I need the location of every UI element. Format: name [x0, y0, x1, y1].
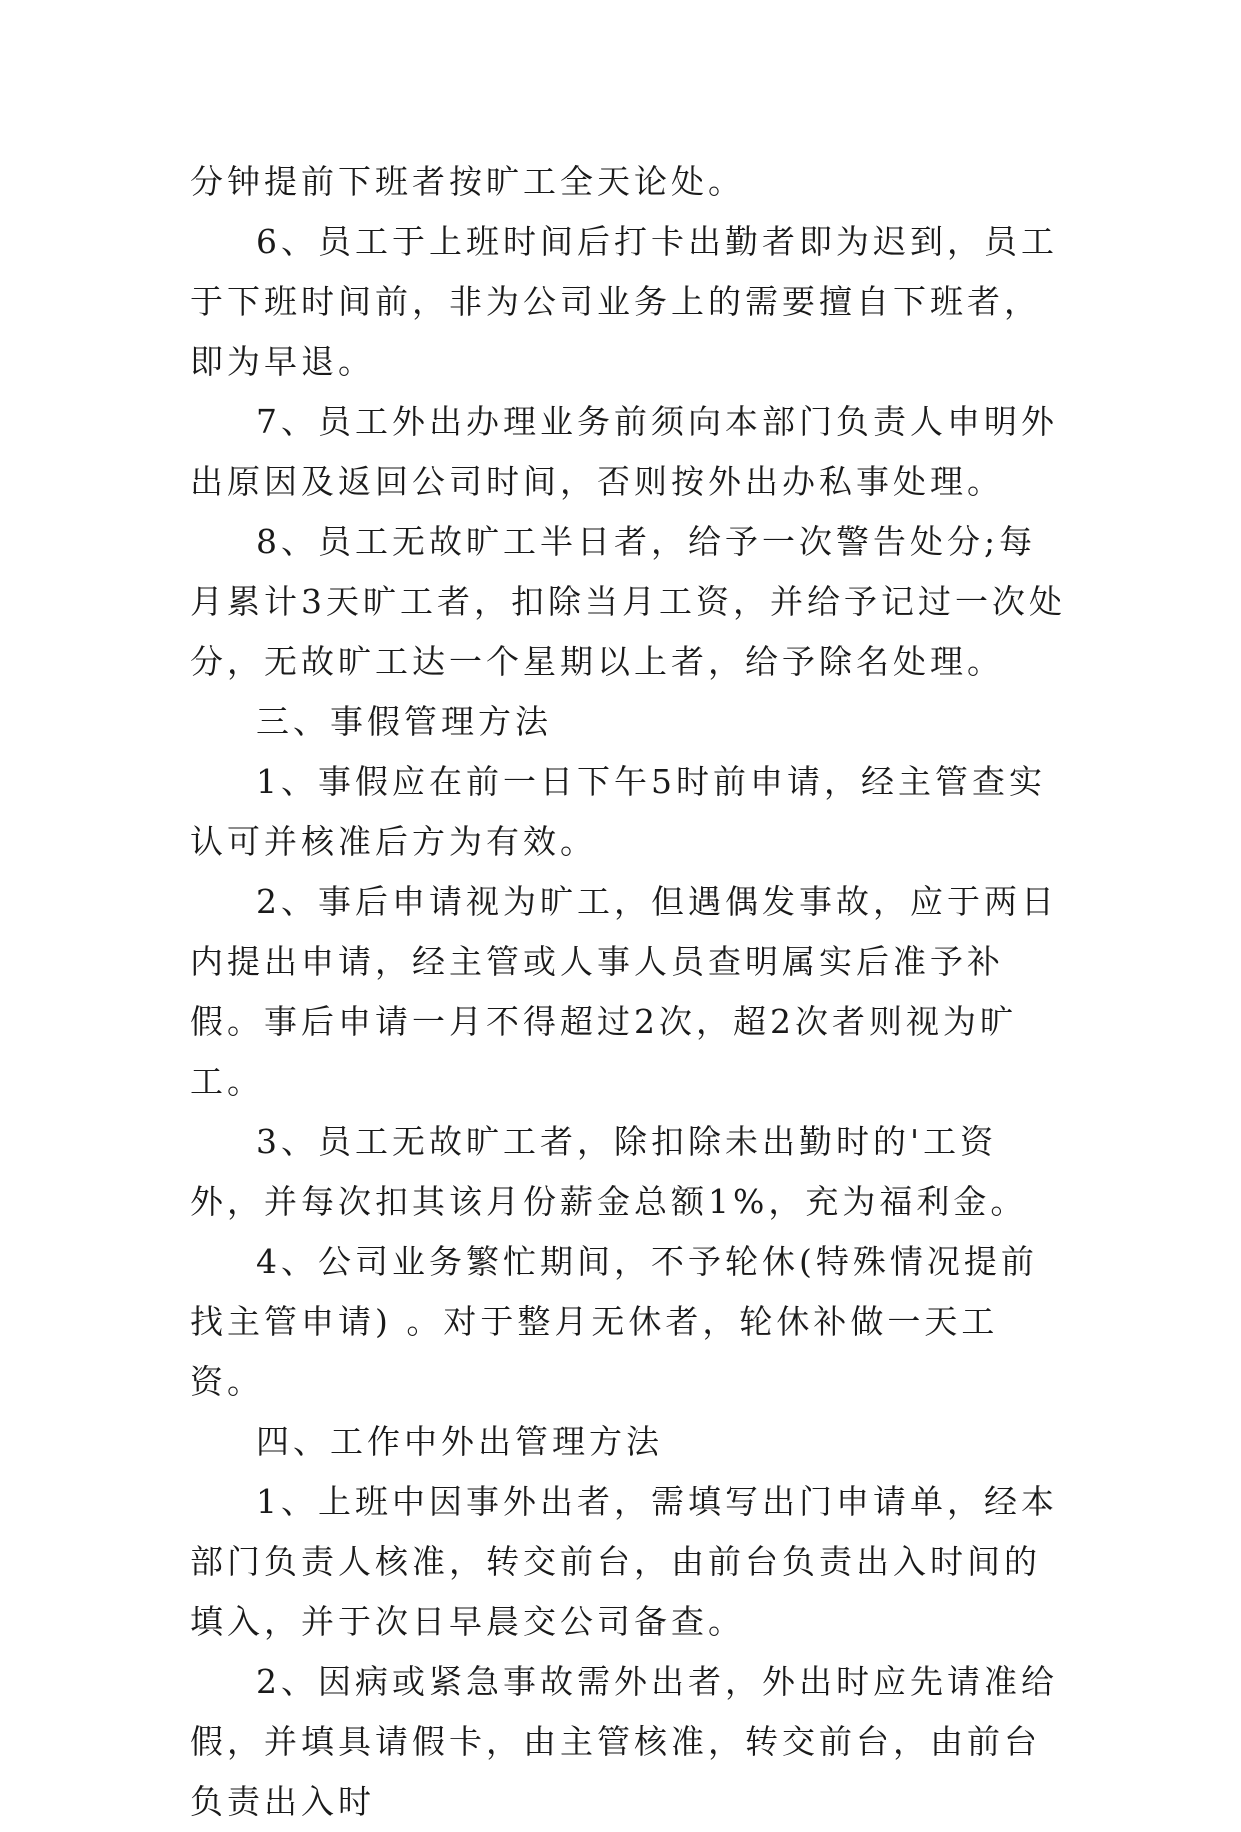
paragraph-outing-1: 1、上班中因事外出者，需填写出门申请单，经本部门负责人核准，转交前台，由前台负责出入时间的填入，并于次日早晨交公司备查。 — [190, 1482, 1058, 1641]
document-body — [190, 152, 1070, 1832]
paragraph-continuation: 分钟提前下班者按旷工全天论处。 — [190, 162, 745, 201]
paragraph-rule-6: 6、员工于上班时间后打卡出勤者即为迟到，员工于下班时间前，非为公司业务上的需要擅自下班者，即为早退。 — [190, 222, 1058, 381]
paragraph-outing-2: 2、因病或紧急事故需外出者，外出时应先请准给假，并填具请假卡，由主管核准，转交前台，由前台负责出入时 — [190, 1662, 1058, 1821]
paragraph-leave-1: 1、事假应在前一日下午5时前申请，经主管查实认可并核准后方为有效。 — [190, 762, 1046, 861]
section-heading-outing: 四、工作中外出管理方法 — [256, 1422, 663, 1461]
paragraph-leave-3: 3、员工无故旷工者，除扣除未出勤时的'工资外，并每次扣其该月份薪金总额1%，充为福利金。 — [190, 1122, 1028, 1221]
paragraph-leave-4: 4、公司业务繁忙期间，不予轮休(特殊情况提前找主管申请) 。对于整月无休者，轮休补做一天工资。 — [190, 1242, 1038, 1401]
paragraph-rule-8: 8、员工无故旷工半日者，给予一次警告处分;每月累计3天旷工者，扣除当月工资，并给予记过一次处分，无故旷工达一个星期以上者，给予除名处理。 — [190, 522, 1066, 681]
paragraph-leave-2: 2、事后申请视为旷工，但遇偶发事故，应于两日内提出申请，经主管或人事人员查明属实后准予补假。事后申请一月不得超过2次，超2次者则视为旷工。 — [190, 882, 1058, 1101]
section-heading-personal-leave: 三、事假管理方法 — [256, 702, 552, 741]
paragraph-rule-7: 7、员工外出办理业务前须向本部门负责人申明外出原因及返回公司时间，否则按外出办私事处理。 — [190, 402, 1058, 501]
